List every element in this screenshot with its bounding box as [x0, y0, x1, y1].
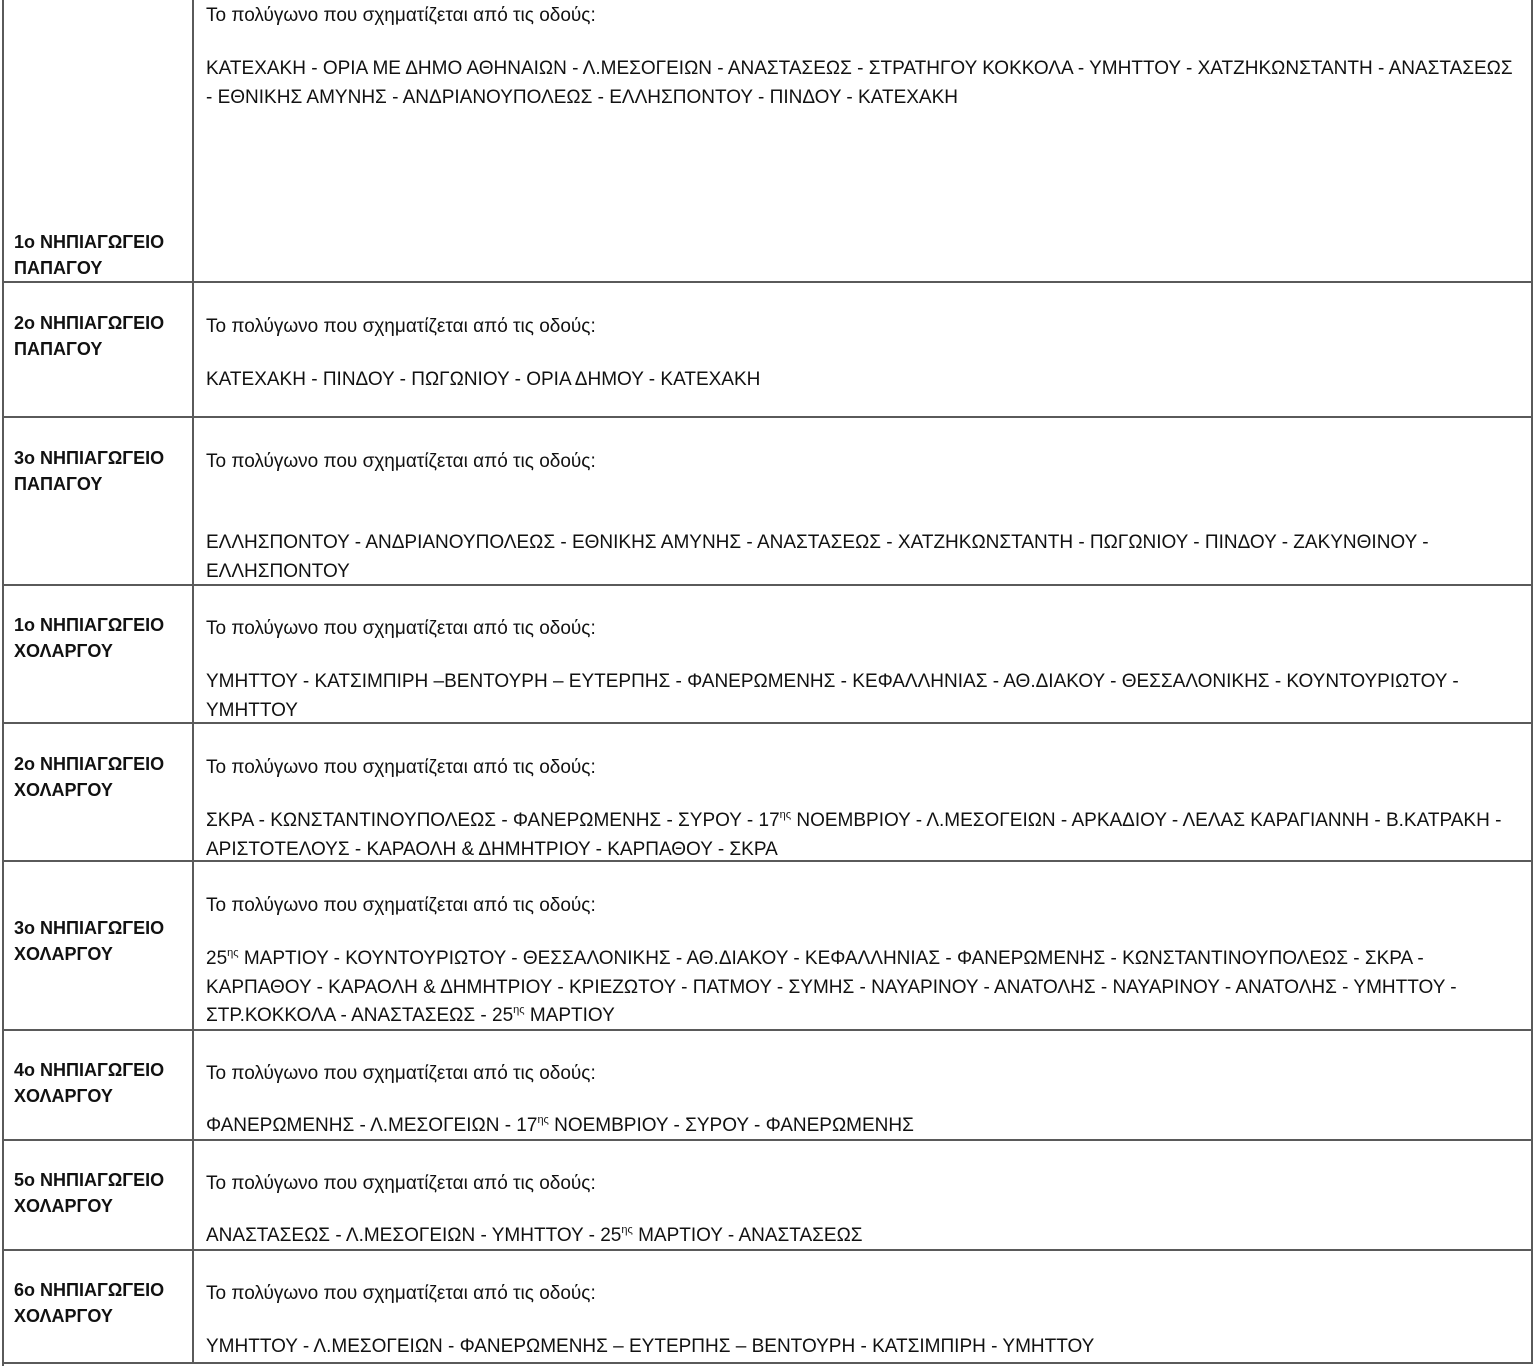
area-cell — [194, 1031, 1533, 1141]
school-cell — [2, 0, 194, 283]
intro-text: Το πολύγωνο που σχηματίζεται από τις οδούς: — [206, 895, 596, 916]
streets-text: ΚΑΤΕΧΑΚΗ - ΟΡΙΑ ΜΕ ΔΗΜΟ ΑΘΗΝΑΙΩΝ - Λ.ΜΕΣΟΓΕΙΩΝ - ΑΝΑΣΤΑΣΕΩΣ - ΣΤΡΑΤΗΓΟΥ ΚΟΚΚΟΛΑ - ΥΜΗΤΤΟΥ - ΧΑΤΖΗΚΩΝΣΤΑΝΤΗ - ΑΝΑΣΤΑΣΕΩΣ - ΕΘΝΙΚΗΣ ΑΜΥΝΗΣ - ΑΝΔΡΙΑΝΟΥΠΟΛΕΩΣ - ΕΛΛΗΣΠΟΝΤΟΥ - ΠΙΝΔΟΥ - ΚΑΤΕΧΑΚΗ — [206, 58, 1513, 108]
intro-text: Το πολύγωνο που σχηματίζεται από τις οδούς: — [206, 316, 596, 337]
school-cell — [2, 1031, 194, 1141]
area-cell — [194, 1251, 1533, 1362]
streets-text: ΥΜΗΤΤΟΥ - Λ.ΜΕΣΟΓΕΙΩΝ - ΦΑΝΕΡΩΜΕΝΗΣ – ΕΥΤΕΡΠΗΣ – ΒΕΝΤΟΥΡΗ - ΚΑΤΣΙΜΠΙΡΗ - ΥΜΗΤΤΟΥ — [206, 1336, 1095, 1357]
area-cell — [194, 1141, 1533, 1251]
table-row — [2, 722, 1533, 862]
streets-text-part: ΜΑΡΤΙΟΥ - ΚΟΥΝΤΟΥΡΙΩΤΟΥ - ΘΕΣΣΑΛΟΝΙΚΗΣ - ΑΘ.ΔΙΑΚΟΥ - ΚΕΦΑΛΛΗΝΙΑΣ - ΦΑΝΕΡΩΜΕΝΗΣ - ΚΩΝΣΤΑΝΤΙΝΟΥΠΟΛΕΩΣ - ΣΚΡΑ - ΚΑΡΠΑΘΟΥ - ΚΑΡΑΟΛΗ & ΔΗΜΗΤΡΙΟΥ - ΚΡΙΕΖΩΤΟΥ - ΠΑΤΜΟΥ - ΣΥΜΗΣ - ΝΑΥΑΡΙΝΟΥ - ΑΝΑΤΟΛΗΣ - ΝΑΥΑΡΙΝΟΥ - ΑΝΑΤΟΛΗΣ - ΥΜΗΤΤΟΥ - ΣΤΡ.ΚΟΚΚΟΛΑ - ΑΝΑΣΤΑΣΕΩΣ - 25 — [206, 948, 1457, 1026]
area-cell — [194, 0, 1533, 283]
streets-text — [206, 1222, 1521, 1251]
school-name: 1ο ΝΗΠΙΑΓΩΓΕΙΟ ΠΑΠΑΓΟΥ — [14, 232, 165, 278]
area-cell — [194, 586, 1533, 724]
school-cell — [2, 586, 194, 724]
school-cell — [2, 418, 194, 586]
ordinal-suffix: ης — [779, 809, 792, 821]
table-bottom-border — [2, 1362, 1533, 1364]
table-row — [2, 281, 1533, 418]
intro-text: Το πολύγωνο που σχηματίζεται από τις οδούς: — [206, 451, 596, 472]
school-name: 6ο ΝΗΠΙΑΓΩΓΕΙΟ ΧΟΛΑΡΓΟΥ — [14, 1280, 165, 1326]
intro-text: Το πολύγωνο που σχηματίζεται από τις οδούς: — [206, 5, 596, 26]
streets-text: ΚΑΤΕΧΑΚΗ - ΠΙΝΔΟΥ - ΠΩΓΩΝΙΟΥ - ΟΡΙΑ ΔΗΜΟΥ - ΚΑΤΕΧΑΚΗ — [206, 369, 761, 390]
intro-text: Το πολύγωνο που σχηματίζεται από τις οδούς: — [206, 1063, 596, 1084]
area-cell — [194, 418, 1533, 586]
table-row — [2, 0, 1533, 283]
streets-text: ΕΛΛΗΣΠΟΝΤΟΥ - ΑΝΔΡΙΑΝΟΥΠΟΛΕΩΣ - ΕΘΝΙΚΗΣ ΑΜΥΝΗΣ - ΑΝΑΣΤΑΣΕΩΣ - ΧΑΤΖΗΚΩΝΣΤΑΝΤΗ - ΠΩΓΩΝΙΟΥ - ΠΙΝΔΟΥ - ΖΑΚΥΝΘΙΝΟΥ - ΕΛΛΗΣΠΟΝΤΟΥ — [206, 532, 1429, 582]
ordinal-suffix: ης — [227, 947, 239, 959]
table-row — [2, 860, 1533, 1031]
intro-text: Το πολύγωνο που σχηματίζεται από τις οδούς: — [206, 618, 596, 639]
streets-text — [206, 807, 1521, 864]
table-row — [2, 1249, 1533, 1362]
ordinal-suffix: ης — [537, 1114, 549, 1126]
streets-text-part: ΝΟΕΜΒΡΙΟΥ - Λ.ΜΕΣΟΓΕΙΩΝ - ΑΡΚΑΔΙΟΥ - ΛΕΛΑΣ ΚΑΡΑΓΙΑΝΝΗ - Β.ΚΑΤΡΑΚΗ - ΑΡΙΣΤΟΤΕΛΟΥΣ - ΚΑΡΑΟΛΗ & ΔΗΜΗΤΡΙΟΥ - ΚΑΡΠΑΘΟΥ - ΣΚΡΑ — [206, 810, 1502, 860]
streets-text-part: ΦΑΝΕΡΩΜΕΝΗΣ - Λ.ΜΕΣΟΓΕΙΩΝ - 17 — [206, 1115, 538, 1136]
streets-text-part: ΝΟΕΜΒΡΙΟΥ - ΣΥΡΟΥ - ΦΑΝΕΡΩΜΕΝΗΣ — [548, 1115, 914, 1136]
table-row — [2, 416, 1533, 586]
intro-text: Το πολύγωνο που σχηματίζεται από τις οδούς: — [206, 1173, 596, 1194]
ordinal-suffix: ης — [621, 1224, 633, 1236]
streets-text-part: ΣΚΡΑ - ΚΩΝΣΤΑΝΤΙΝΟΥΠΟΛΕΩΣ - ΦΑΝΕΡΩΜΕΝΗΣ - ΣΥΡΟΥ - 17 — [206, 810, 780, 831]
area-cell — [194, 724, 1533, 862]
streets-text — [206, 1112, 1521, 1141]
school-name: 4ο ΝΗΠΙΑΓΩΓΕΙΟ ΧΟΛΑΡΓΟΥ — [14, 1060, 165, 1106]
streets-text-part: ΜΑΡΤΙΟΥ - ΑΝΑΣΤΑΣΕΩΣ — [632, 1225, 863, 1246]
table-row — [2, 1029, 1533, 1141]
school-cell — [2, 283, 194, 418]
school-cell — [2, 862, 194, 1031]
school-cell — [2, 724, 194, 862]
table-row — [2, 584, 1533, 724]
streets-text-part: ΜΑΡΤΙΟΥ — [524, 1005, 615, 1026]
school-name: 3ο ΝΗΠΙΑΓΩΓΕΙΟ ΧΟΛΑΡΓΟΥ — [14, 918, 165, 964]
area-cell — [194, 283, 1533, 418]
school-cell — [2, 1141, 194, 1251]
streets-text-part: 25 — [206, 948, 228, 969]
area-cell — [194, 862, 1533, 1031]
school-name: 3ο ΝΗΠΙΑΓΩΓΕΙΟ ΠΑΠΑΓΟΥ — [14, 448, 165, 494]
streets-text — [206, 945, 1521, 1031]
streets-text-part: ΑΝΑΣΤΑΣΕΩΣ - Λ.ΜΕΣΟΓΕΙΩΝ - ΥΜΗΤΤΟΥ - 25 — [206, 1225, 622, 1246]
school-cell — [2, 1251, 194, 1362]
table-row — [2, 1139, 1533, 1251]
school-name: 2ο ΝΗΠΙΑΓΩΓΕΙΟ ΠΑΠΑΓΟΥ — [14, 313, 165, 359]
intro-text: Το πολύγωνο που σχηματίζεται από τις οδούς: — [206, 1283, 596, 1304]
school-name: 5ο ΝΗΠΙΑΓΩΓΕΙΟ ΧΟΛΑΡΓΟΥ — [14, 1170, 165, 1216]
school-name: 1ο ΝΗΠΙΑΓΩΓΕΙΟ ΧΟΛΑΡΓΟΥ — [14, 615, 165, 661]
intro-text: Το πολύγωνο που σχηματίζεται από τις οδούς: — [206, 757, 596, 778]
ordinal-suffix: ης — [513, 1004, 525, 1016]
school-name: 2ο ΝΗΠΙΑΓΩΓΕΙΟ ΧΟΛΑΡΓΟΥ — [14, 754, 165, 800]
streets-text: ΥΜΗΤΤΟΥ - ΚΑΤΣΙΜΠΙΡΗ –ΒΕΝΤΟΥΡΗ – ΕΥΤΕΡΠΗΣ - ΦΑΝΕΡΩΜΕΝΗΣ - ΚΕΦΑΛΛΗΝΙΑΣ - ΑΘ.ΔΙΑΚΟΥ - ΘΕΣΣΑΛΟΝΙΚΗΣ - ΚΟΥΝΤΟΥΡΙΩΤΟΥ - ΥΜΗΤΤΟΥ — [206, 671, 1459, 721]
